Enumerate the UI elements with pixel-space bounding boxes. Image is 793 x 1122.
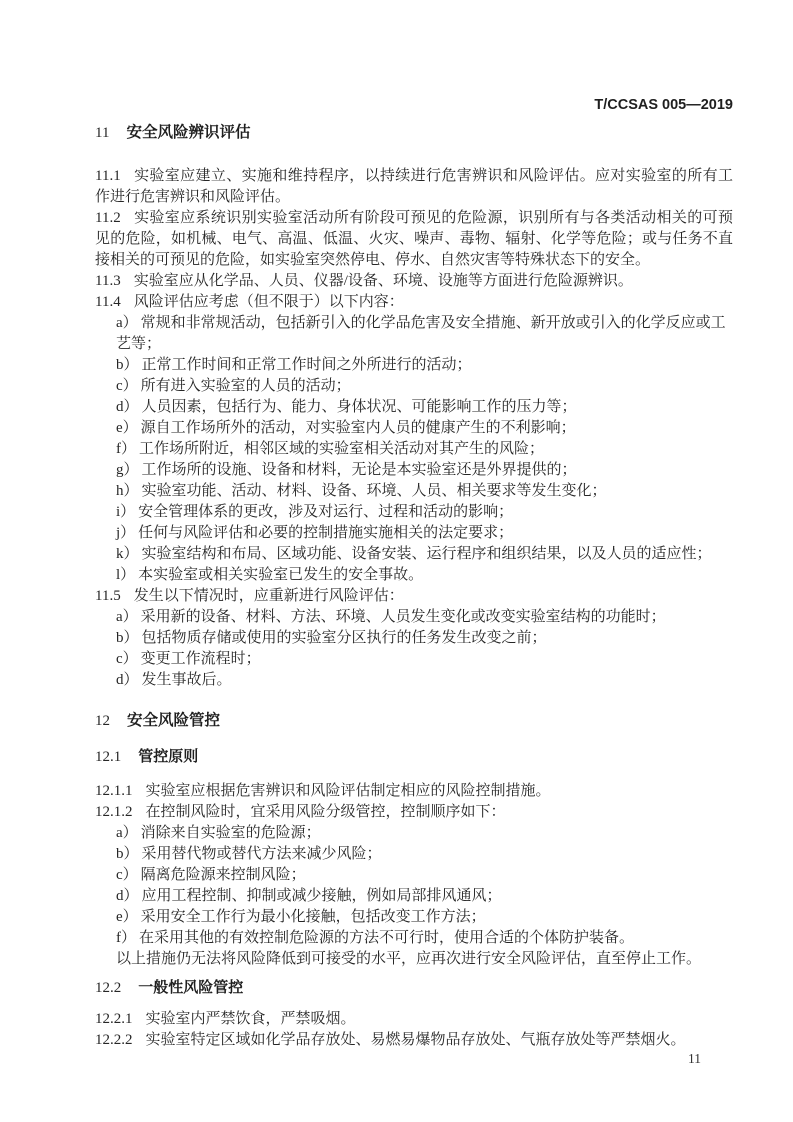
list-item: [95, 313, 733, 355]
item-text: 在采用其他的有效控制危险源的方法不可行时，使用合适的个体防护装备。: [139, 930, 635, 946]
clause-text: 实验室应建立、实施和维持程序，以持续进行危害辨识和风险评估。应对实验室的所有工作进行危害辨识和风险评估。: [95, 168, 733, 205]
clause-number: 11.2: [95, 210, 121, 226]
item-text: 人员因素，包括行为、能力、身体状况、可能影响工作的压力等；: [141, 399, 577, 415]
clause-11-4-item-list: [95, 313, 733, 586]
clause-11-4: [95, 292, 733, 313]
section-title: 安全风险辨识评估: [126, 124, 251, 141]
list-item: [95, 523, 733, 544]
list-item: [95, 928, 733, 949]
clause-text: 在控制风险时，宜采用风险分级管控，控制顺序如下：: [145, 804, 506, 820]
item-label: a）: [116, 315, 138, 331]
list-item: [95, 397, 733, 418]
section-12-heading: [95, 713, 733, 729]
item-label: d）: [116, 672, 139, 688]
list-item: [95, 844, 733, 865]
item-label: b）: [116, 630, 139, 646]
item-text: 安全管理体系的更改，涉及对运行、过程和活动的影响；: [138, 504, 514, 520]
section-number: 11: [95, 125, 110, 141]
list-item: [95, 628, 733, 649]
item-text: 实验室功能、活动、材料、设备、环境、人员、相关要求等发生变化；: [141, 483, 607, 499]
section-title: 安全风险管控: [127, 712, 221, 729]
clause-text: 实验室应系统识别实验室活动所有阶段可预见的危险源，识别所有与各类活动相关的可预见的危险，如机械、电气、高温、低温、火灾、噪声、毒物、辐射、化学等危险；或与任务不直接相关的可预见的危险，如实验室突然停电、停水、自然灾害等特殊状态下的安全。: [95, 210, 733, 268]
item-text: 本实验室或相关实验室已发生的安全事故。: [138, 567, 424, 583]
list-item: [95, 418, 733, 439]
clause-text: 实验室应从化学品、人员、仪器/设备、环境、设施等方面进行危险源辨识。: [133, 273, 633, 289]
item-label: h）: [116, 483, 139, 499]
item-text: 工作场所的设施、设备和材料，无论是本实验室还是外界提供的；: [141, 462, 577, 478]
item-text: 采用替代物或替代方法来减少风险；: [141, 846, 382, 862]
section-12-2-heading: [95, 980, 733, 996]
list-item: [95, 460, 733, 481]
clause-12-1-2: [95, 802, 733, 823]
clause-12-1-2-item-list: [95, 823, 733, 949]
item-label: b）: [116, 846, 139, 862]
clause-11-2: [95, 208, 733, 271]
item-label: g）: [116, 462, 139, 478]
item-text: 应用工程控制、抑制或减少接触，例如局部排风通风；: [141, 888, 502, 904]
item-text: 任何与风险评估和必要的控制措施实施相关的法定要求；: [138, 525, 514, 541]
item-label: c）: [116, 867, 138, 883]
list-item: [95, 439, 733, 460]
item-label: d）: [116, 399, 139, 415]
item-label: e）: [116, 909, 138, 925]
item-text: 变更工作流程时；: [140, 651, 261, 667]
clause-text: 风险评估应考虑（但不限于）以下内容：: [133, 294, 404, 310]
item-text: 工作场所附近，相邻区域的实验室相关活动对其产生的风险；: [139, 441, 545, 457]
clause-number: 12.1.2: [95, 804, 133, 820]
list-item: [95, 670, 733, 691]
item-text: 发生事故后。: [141, 672, 232, 688]
list-item: [95, 823, 733, 844]
item-label: e）: [116, 420, 138, 436]
clause-12-2-1: [95, 1009, 733, 1030]
clause-text: 实验室内严禁饮食，严禁吸烟。: [145, 1011, 356, 1027]
item-text: 常规和非常规活动，包括新引入的化学品危害及安全措施、新开放或引入的化学反应或工艺等；: [116, 315, 726, 352]
clause-11-5-item-list: [95, 607, 733, 691]
clause-number: 12.1.1: [95, 783, 133, 799]
section-number: 12: [95, 713, 110, 729]
clause-text: 实验室应根据危害辨识和风险评估制定相应的风险控制措施。: [145, 783, 551, 799]
list-item: [95, 649, 733, 670]
clause-12-1-2-note: 以上措施仍无法将风险降低到可接受的水平，应再次进行安全风险评估，直至停止工作。: [116, 951, 702, 967]
clause-11-3: [95, 271, 733, 292]
list-item: [95, 565, 733, 586]
list-item: [95, 607, 733, 628]
clause-11-5: [95, 586, 733, 607]
item-label: a）: [116, 609, 138, 625]
clause-number: 11.5: [95, 588, 121, 604]
list-item: [95, 886, 733, 907]
item-text: 实验室结构和布局、区域功能、设备安装、运行程序和组织结果，以及人员的适应性；: [141, 546, 712, 562]
section-11-heading: [95, 125, 733, 141]
list-item: [95, 376, 733, 397]
item-label: d）: [116, 888, 139, 904]
list-item: [95, 907, 733, 928]
clause-12-1-1: [95, 781, 733, 802]
clause-number: 11.4: [95, 294, 121, 310]
list-item: [95, 544, 733, 565]
item-text: 消除来自实验室的危险源；: [140, 825, 321, 841]
clause-number: 12.2.1: [95, 1011, 133, 1027]
item-label: k）: [116, 546, 139, 562]
item-text: 采用安全工作行为最小化接触，包括改变工作方法；: [140, 909, 486, 925]
item-label: l）: [116, 567, 136, 583]
page-number: 11: [688, 1051, 701, 1066]
item-text: 包括物质存储或使用的实验室分区执行的任务发生改变之前；: [141, 630, 547, 646]
list-item: [95, 355, 733, 376]
item-text: 源自工作场所外的活动，对实验室内人员的健康产生的不利影响；: [140, 420, 576, 436]
list-item: [95, 502, 733, 523]
item-label: a）: [116, 825, 138, 841]
section-number: 12.1: [95, 749, 122, 765]
section-number: 12.2: [95, 980, 122, 996]
item-text: 所有进入实验室的人员的活动；: [140, 378, 351, 394]
item-text: 采用新的设备、材料、方法、环境、人员发生变化或改变实验室结构的功能时；: [140, 609, 666, 625]
item-label: f）: [116, 441, 136, 457]
clause-number: 11.1: [95, 168, 121, 184]
clause-text: 发生以下情况时，应重新进行风险评估：: [133, 588, 404, 604]
clause-number: 12.2.2: [95, 1032, 133, 1048]
item-label: j）: [116, 525, 136, 541]
item-label: b）: [116, 357, 139, 373]
clause-text: 实验室特定区域如化学品存放处、易燃易爆物品存放处、气瓶存放处等严禁烟火。: [145, 1032, 686, 1048]
item-text: 隔离危险源来控制风险；: [140, 867, 306, 883]
section-12-1-heading: [95, 749, 733, 765]
clause-12-2-2: [95, 1030, 733, 1051]
page-body: [95, 98, 733, 1051]
item-label: i）: [116, 504, 136, 520]
document-code-header: T/CCSAS 005—2019: [594, 97, 733, 113]
list-item: [95, 481, 733, 502]
list-item: [95, 865, 733, 886]
section-title: 一般性风险管控: [138, 979, 244, 996]
item-text: 正常工作时间和正常工作时间之外所进行的活动；: [141, 357, 472, 373]
clause-number: 11.3: [95, 273, 121, 289]
item-label: c）: [116, 651, 138, 667]
item-label: c）: [116, 378, 138, 394]
item-label: f）: [116, 930, 136, 946]
clause-11-1: [95, 166, 733, 208]
section-title: 管控原则: [138, 748, 199, 765]
